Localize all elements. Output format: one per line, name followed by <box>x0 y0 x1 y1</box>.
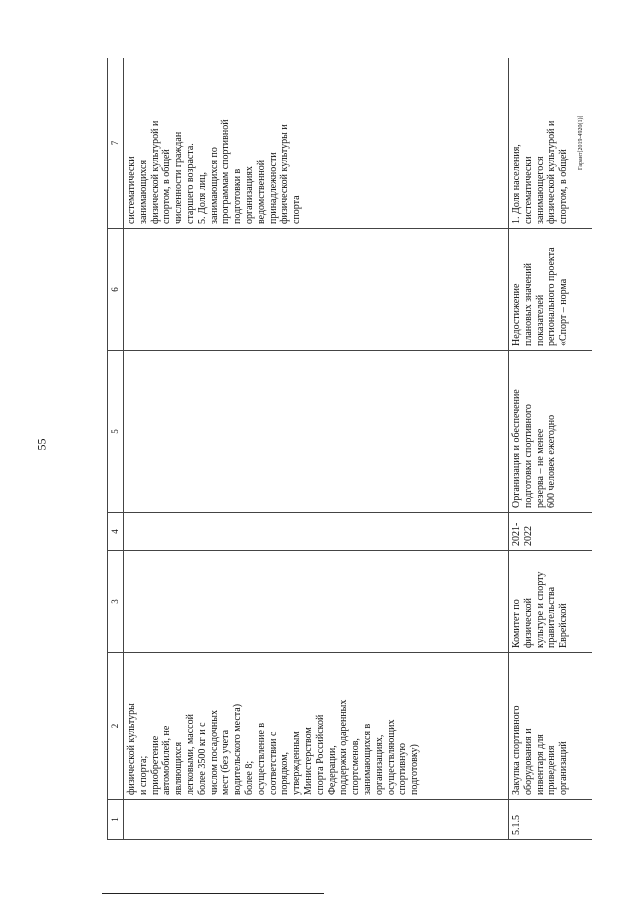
cell-period: 2021- 2022 <box>509 513 593 551</box>
header-cell: 4 <box>108 513 124 551</box>
cell-activity: Закупка спортивного оборудования и инвентаря для приведения организаций <box>509 653 593 800</box>
header-row <box>108 58 124 840</box>
cell-result: Организация и обеспечение подготовки спортивного резерва – не менее 600 человек ежегодно <box>509 351 593 513</box>
cell-executor <box>124 551 509 653</box>
cell-period <box>124 513 509 551</box>
header-cell: 1 <box>108 800 124 840</box>
header-cell: 7 <box>108 58 124 229</box>
header-cell: 2 <box>108 653 124 800</box>
cell-activity: физической культуры и спорта; приобретение автомобилей, не являющихся легковыми, массой более 3500 кг и с числом посадочных мест (без учета водительского места) более 8; осуществление в соответствии с порядком, утвержденным Министерством спорта Российской Федерации, поддержки одаренных спортсменов, занимающихся в организациях, осуществляющих спортивную подготовку) <box>124 653 509 800</box>
page-number: 55 <box>34 438 49 451</box>
footer-reference: Гарант[2019-4920(1)] <box>578 115 584 170</box>
cell-consequences <box>124 229 509 351</box>
cell-number <box>124 800 509 840</box>
header-cell: 3 <box>108 551 124 653</box>
table-container <box>107 58 592 840</box>
cell-result <box>124 351 509 513</box>
header-cell: 6 <box>108 229 124 351</box>
header-cell: 5 <box>108 351 124 513</box>
table-row <box>509 58 593 840</box>
cell-number: 5.1.5 <box>509 800 593 840</box>
cell-consequences: Недостижение плановых значений показателей регионального проекта «Спорт – норма <box>509 229 593 351</box>
table-row <box>124 58 509 840</box>
program-table <box>107 58 592 840</box>
cell-indicators: систематически занимающихся физической культурой и спортом, в общей численности граждан старшего возраста. 5. Доля лиц, занимающихся по программам спортивной подготовки в организациях ведомственной принадлежности физической культуры и спорта <box>124 58 509 229</box>
cell-indicators: 1. Доля населения, систематически занимающегося физической культурой и спортом, в общей <box>509 58 593 229</box>
footnote-divider <box>102 893 324 894</box>
cell-executor: Комитет по физической культуре и спорту правительства Еврейской <box>509 551 593 653</box>
